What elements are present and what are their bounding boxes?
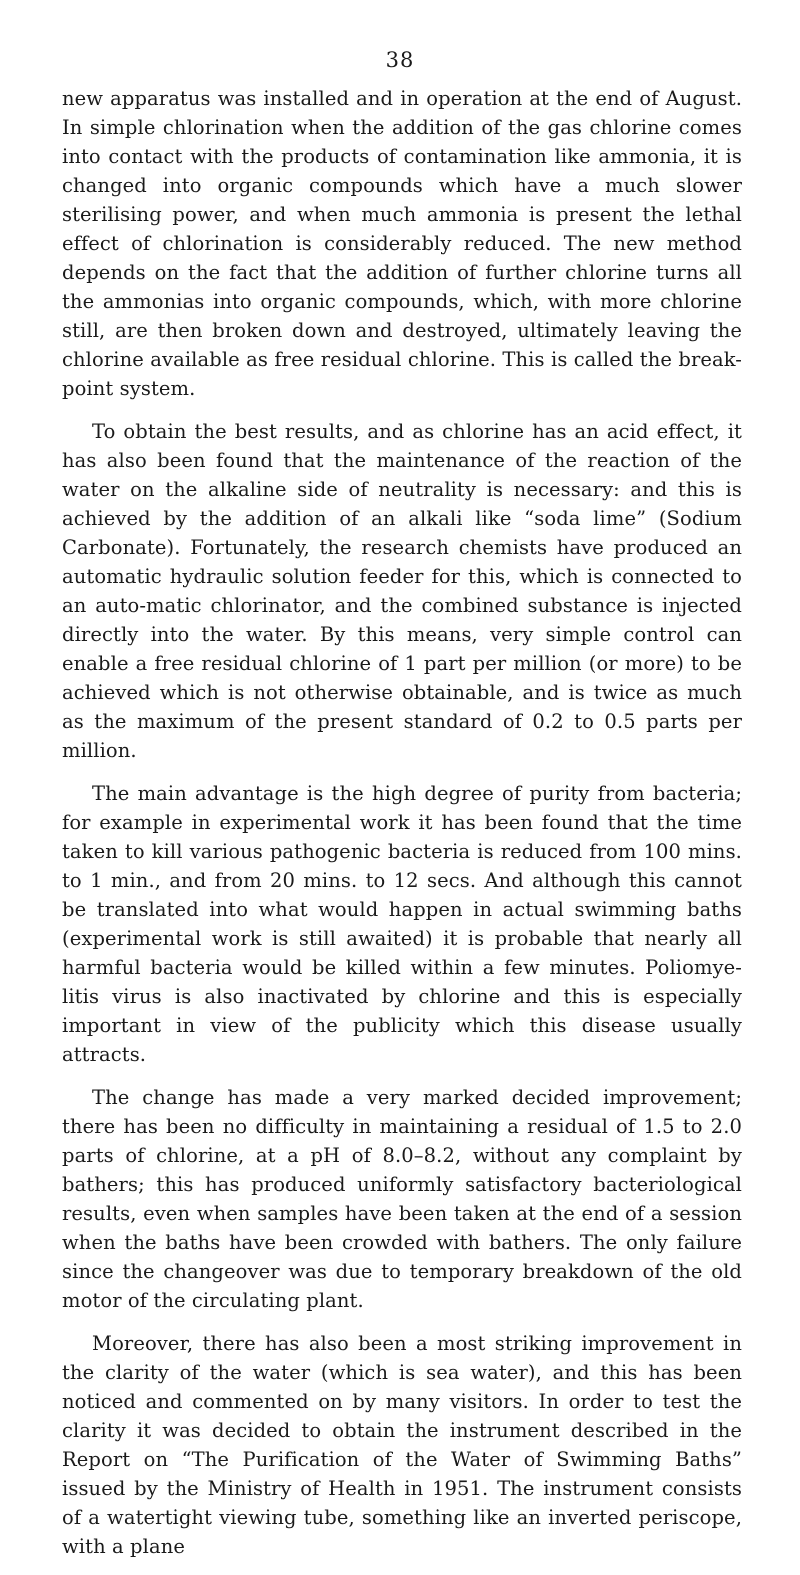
paragraph-4: The change has made a very marked decided improvement; there has been no difficulty in maintaining a residual of 1.5 to 2.0 parts of chlorine, at a pH of 8.0–8.2, without any complaint by bathers; this has produced uniformly satisfactory bacteriological results, even when samples have been taken at the end of a session when the baths have been crowded with bathers. The only failure since the changeover was due to temporary breakdown of the old motor of the circulating plant. [62,1086,742,1312]
page-number: 38 [385,48,415,72]
paragraph-2: To obtain the best results, and as chlorine has an acid effect, it has also been found that the maintenance of the reaction of the water on the alkaline side of neutrality is necessary: and this is achieved by the addition of an alkali like “soda lime” (Sodium Carbonate). Fortunately, the research chemists have produced an automatic hydraulic solution feeder for this, which is connected to an auto-matic chlorinator, and the combined substance is injected directly into the water. By this means, very simple control can enable a free residual chlorine of 1 part per million (or more) to be achieved which is not otherwise obtainable, and is twice as much as the maximum of the present standard of 0.2 to 0.5 parts per million. [62,420,742,762]
body-text [62,84,742,1575]
paragraph-5: Moreover, there has also been a most striking improvement in the clarity of the water (which is sea water), and this has been noticed and commented on by many visitors. In order to test the clarity it was decided to obtain the instrument described in the Report on “The Purification of the Water of Swimming Baths” issued by the Ministry of Health in 1951. The instrument consists of a watertight viewing tube, something like an inverted periscope, with a plane [62,1332,742,1558]
paragraph-1: new apparatus was installed and in operation at the end of August. In simple chlorination when the addition of the gas chlorine comes into contact with the products of contamination like ammonia, it is changed into organic compounds which have a much slower sterilising power, and when much ammonia is present the lethal effect of chlorination is considerably reduced. The new method depends on the fact that the addition of further chlorine turns all the ammonias into organic compounds, which, with more chlorine still, are then broken down and destroyed, ultimately leaving the chlorine available as free residual chlorine. This is called the break-point system. [62,87,742,400]
paragraph-3: The main advantage is the high degree of purity from bacteria; for example in experimental work it has been found that the time taken to kill various pathogenic bacteria is reduced from 100 mins. to 1 min., and from 20 mins. to 12 secs. And although this cannot be translated into what would happen in actual swimming baths (experimental work is still awaited) it is probable that nearly all harmful bacteria would be killed within a few minutes. Poliomye-litis virus is also inactivated by chlorine and this is especially important in view of the publicity which this disease usually attracts. [62,782,742,1066]
